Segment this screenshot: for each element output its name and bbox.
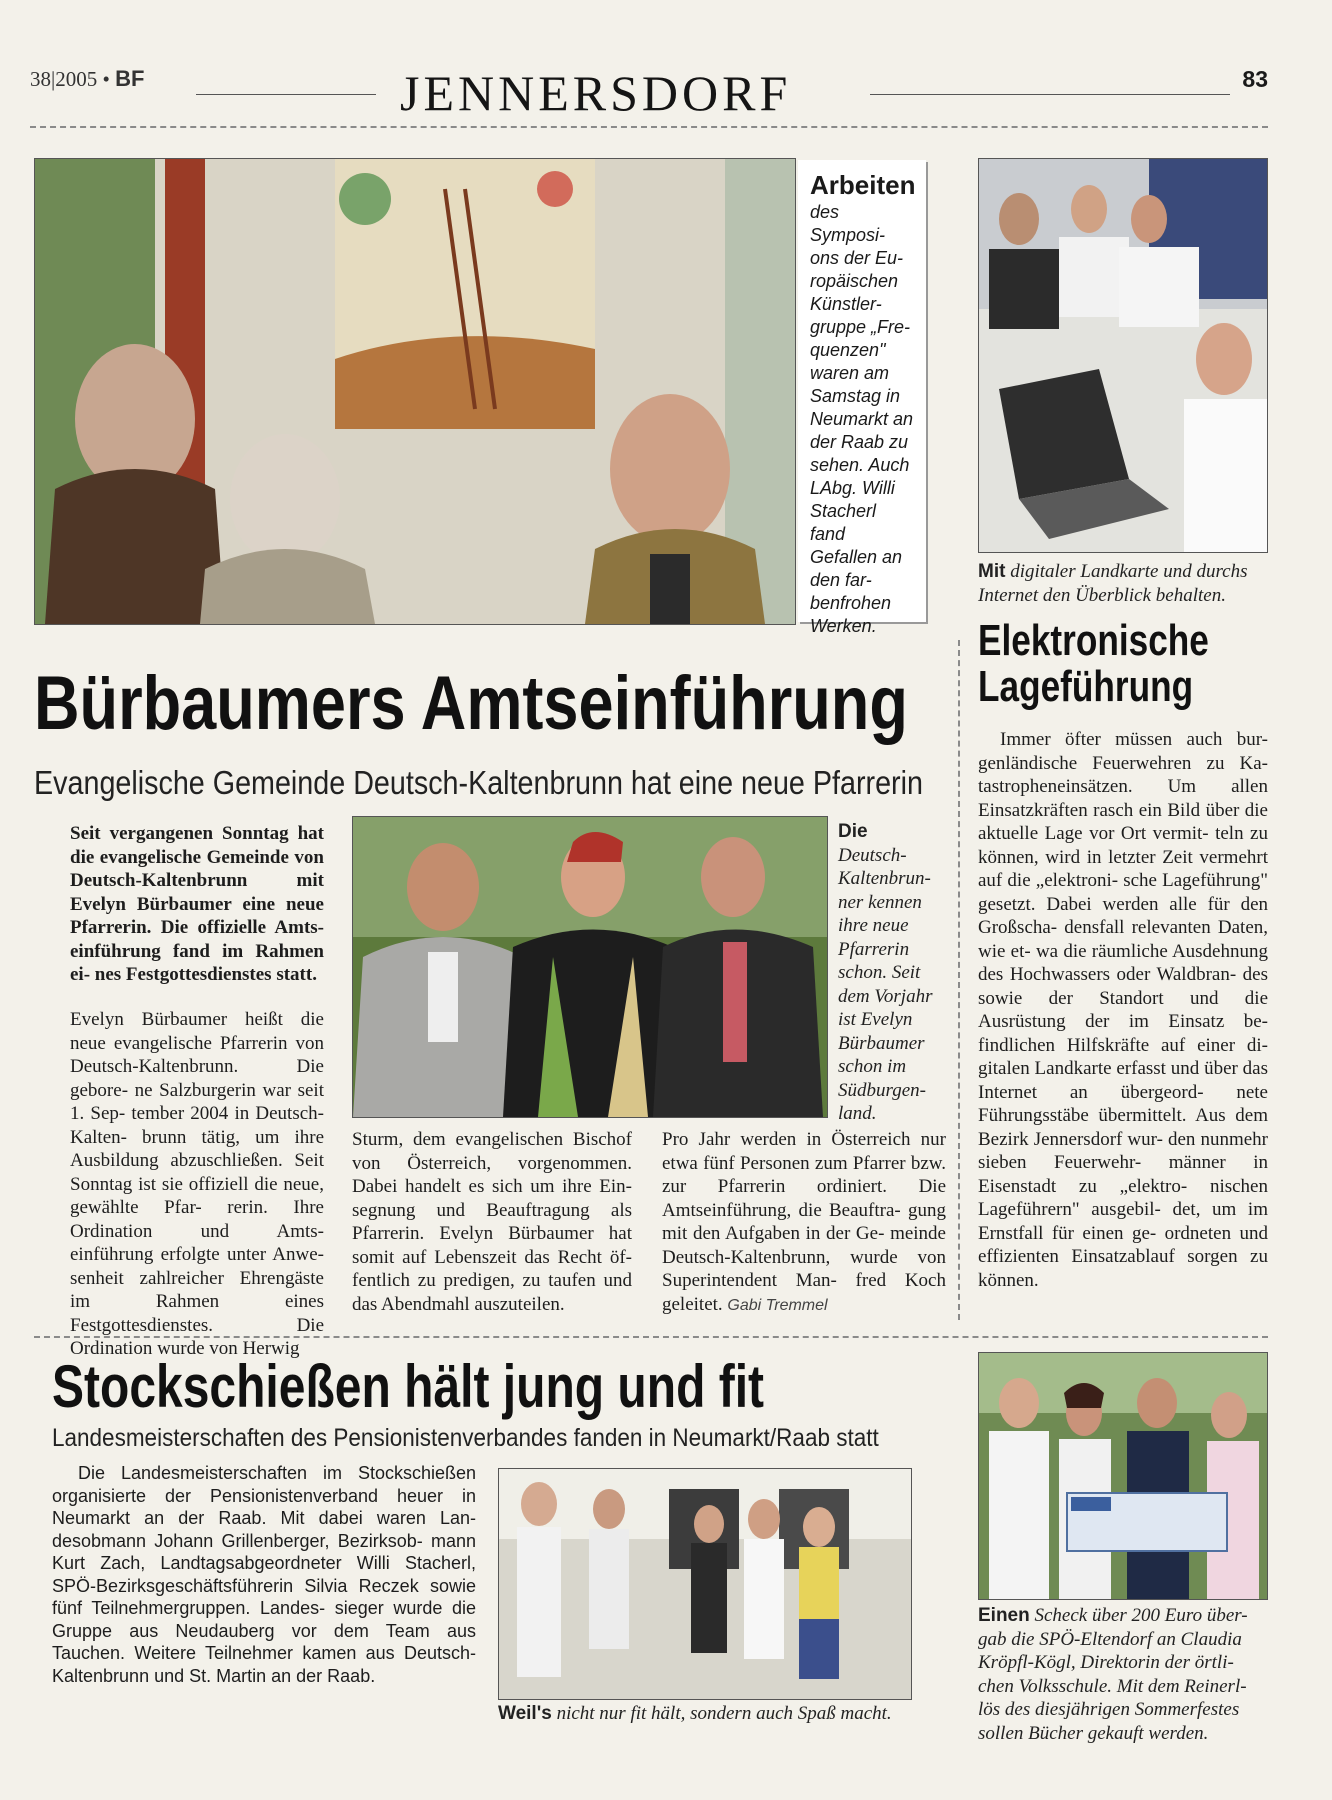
- issue-number: 38|2005: [30, 67, 98, 91]
- main-article-col2: Sturm, dem evangelischen Bischof von Österreich, vorgenommen. Dabei handelt es sich um ihre Ein- segnung und Beauftragung als Pfarrerin. Evelyn Bürbaumer hat somit auf Lebenszeit das Recht öf- fentlich zu predigen, zu taufen und das Abendmahl auszuteilen.: [352, 1129, 632, 1315]
- masthead-rule-right: [870, 94, 1230, 95]
- side-article-body: [978, 728, 1268, 1292]
- issue-bullet: •: [102, 67, 110, 91]
- pastor-photo: [352, 816, 828, 1118]
- section-title: JENNERSDORF: [400, 65, 792, 121]
- paper-name: BF: [115, 66, 145, 91]
- side-article-text: Immer öfter müssen auch bur- genländische Feuerwehren zu Ka- tastropheneinsätzen. Um allen Einsatzkräften rasch ein Bild über die aktuelle Lage vor Ort vermit- teln zu können, wird in letzter Zeit vermehrt auf die „elektroni- sche Lageführung" gesetzt. Dabei werden alle für den Großscha- densfall relevanten Daten, wie et- wa die räumliche Ausdehnung des Hochwassers oder Waldbran- des sowie der Standort und die Ausrüstung der im Einsatz be- findlichen Hilfskräfte auf einer di- gitalen Landkarte erfasst und über das Internet an übergeord- nete Führungsstäbe übermittelt. Aus dem Bezirk Jennersdorf wur- den nunmehr sieben Feuerwehr- männer in Eisenstadt zu „elektro- nischen Lageführern" ausgebil- det, um im Ernstfall für einen ge- ordneten und effizienten Einsatzablauf sorgen zu können.: [978, 729, 1268, 1291]
- main-article-col3-text: Pro Jahr werden in Österreich nur etwa fünf Personen zum Pfarrer bzw. zur Pfarrerin ordiniert. Die Amtseinführung, die Beauftra- gung mit den Aufgaben in der Ge- meinde Deutsch-Kaltenbrunn, wurde von Superintendent Man- fred Koch geleitet.: [662, 1129, 946, 1315]
- column-divider: [958, 640, 960, 1320]
- main-article-intro: Seit vergangenen Sonntag hat die evangelische Gemeinde von Deutsch-Kaltenbrunn mit Evelyn Bürbaumer eine neue Pfarrerin. Die offizielle Amts- einführung fand im Rahmen ei- nes Festgottesdienstes statt.: [70, 823, 324, 985]
- pastor-caption-body: Deutsch- Kaltenbrun- ner kennen ihre neue Pfarrerin schon. Seit dem Vorjahr ist Evelyn Bürbaumer schon im Südburgen- land.: [838, 844, 933, 1124]
- page-number: 83: [1242, 66, 1268, 92]
- stock-shooting-photo: [498, 1468, 912, 1700]
- cheque-caption-lead: Einen: [978, 1605, 1030, 1626]
- pastor-photo-caption: [838, 820, 938, 1126]
- fire-brigade-photo: [978, 158, 1268, 553]
- side-headline-line1: Elektronische: [978, 616, 1209, 665]
- art-caption-body: des Symposi- ons der Eu- ropäischen Künstler- gruppe „Fre- quenzen" waren am Samstag in Neumarkt an der Raab zu sehen. Auch LAbg. Willi Stacherl fand Gefallen an den far- benfrohen Werken.: [810, 202, 914, 636]
- pastor-caption-lead: Die: [838, 821, 868, 842]
- bottom-subheadline: Landesmeisterschaften des Pensionistenverbandes fanden in Neumarkt/Raab statt: [52, 1424, 879, 1452]
- stock-photo-caption: [498, 1702, 918, 1726]
- stock-caption-lead: Weil's: [498, 1703, 552, 1724]
- cheque-photo-caption: [978, 1604, 1270, 1745]
- side-headline: [978, 618, 1209, 710]
- bottom-article-text: Die Landesmeisterschaften im Stockschießen organisierte der Pensionistenverband heuer in Neumarkt an der Raab. Mit dabei waren Lan- desobmann Johann Grillenberger, Bezirksob- mann Kurt Zach, Landtagsabgeordneter Willi Stacherl, SPÖ-Bezirksgeschäftsführerin Silvia Reczek sowie fünf Teilnehmergruppen. Landes- sieger wurde die Gruppe aus Neudauberg vor dem Team aus Tauchen. Weitere Teilnehmer kamen aus Deutsch-Kaltenbrunn und St. Martin an der Raab.: [52, 1463, 476, 1686]
- main-article-col1: Evelyn Bürbaumer heißt die neue evangelische Pfarrerin von Deutsch-Kaltenbrunn. Die gebore- ne Salzburgerin war seit 1. Sep- tember 2004 in Deutsch-Kalten- brunn tätig, um ihre Ausbildung abzuschließen. Seit Sonntag ist sie offiziell die neue, gewählte Pfar- rerin. Ihre Ordination und Amts- einführung erfolgte unter Anwe- senheit zahlreicher Ehrengäste im Rahmen eines Festgottesdienstes. Die Ordination wurde von Herwig: [70, 1009, 324, 1359]
- masthead-rule-left: [196, 94, 376, 95]
- fire-caption-lead: Mit: [978, 561, 1006, 582]
- art-caption-lead: Arbeiten: [810, 170, 916, 200]
- side-headline-line2: Lageführung: [978, 662, 1194, 711]
- cheque-caption-body: Scheck über 200 Euro über- gab die SPÖ-Eltendorf an Claudia Kröpfl-Kögl, Direktorin der örtli- chen Volksschule. Mit dem Reinerl- lös des diesjährigen Sommerfestes sollen Bücher gekauft werden.: [978, 1605, 1248, 1744]
- art-exhibition-photo: [34, 158, 796, 625]
- bottom-article-body: [52, 1462, 476, 1687]
- lower-divider: [34, 1336, 1268, 1338]
- bottom-headline: Stockschießen hält jung und fit: [52, 1353, 765, 1420]
- masthead-divider: [30, 126, 1268, 128]
- cheque-photo: [978, 1352, 1268, 1600]
- article-author: Gabi Tremmel: [727, 1296, 828, 1314]
- main-article-col3: [662, 1128, 946, 1317]
- main-headline: Bürbaumers Amtseinführung: [34, 661, 908, 746]
- fire-photo-caption: [978, 560, 1270, 607]
- fire-caption-body: digitaler Landkarte und durchs Internet den Überblick behalten.: [978, 561, 1248, 606]
- main-subheadline: Evangelische Gemeinde Deutsch-Kaltenbrunn hat eine neue Pfarrerin: [34, 764, 923, 801]
- stock-caption-body: nicht nur fit hält, sondern auch Spaß macht.: [556, 1703, 892, 1724]
- art-photo-caption: [798, 160, 926, 636]
- issue-info: [30, 66, 144, 92]
